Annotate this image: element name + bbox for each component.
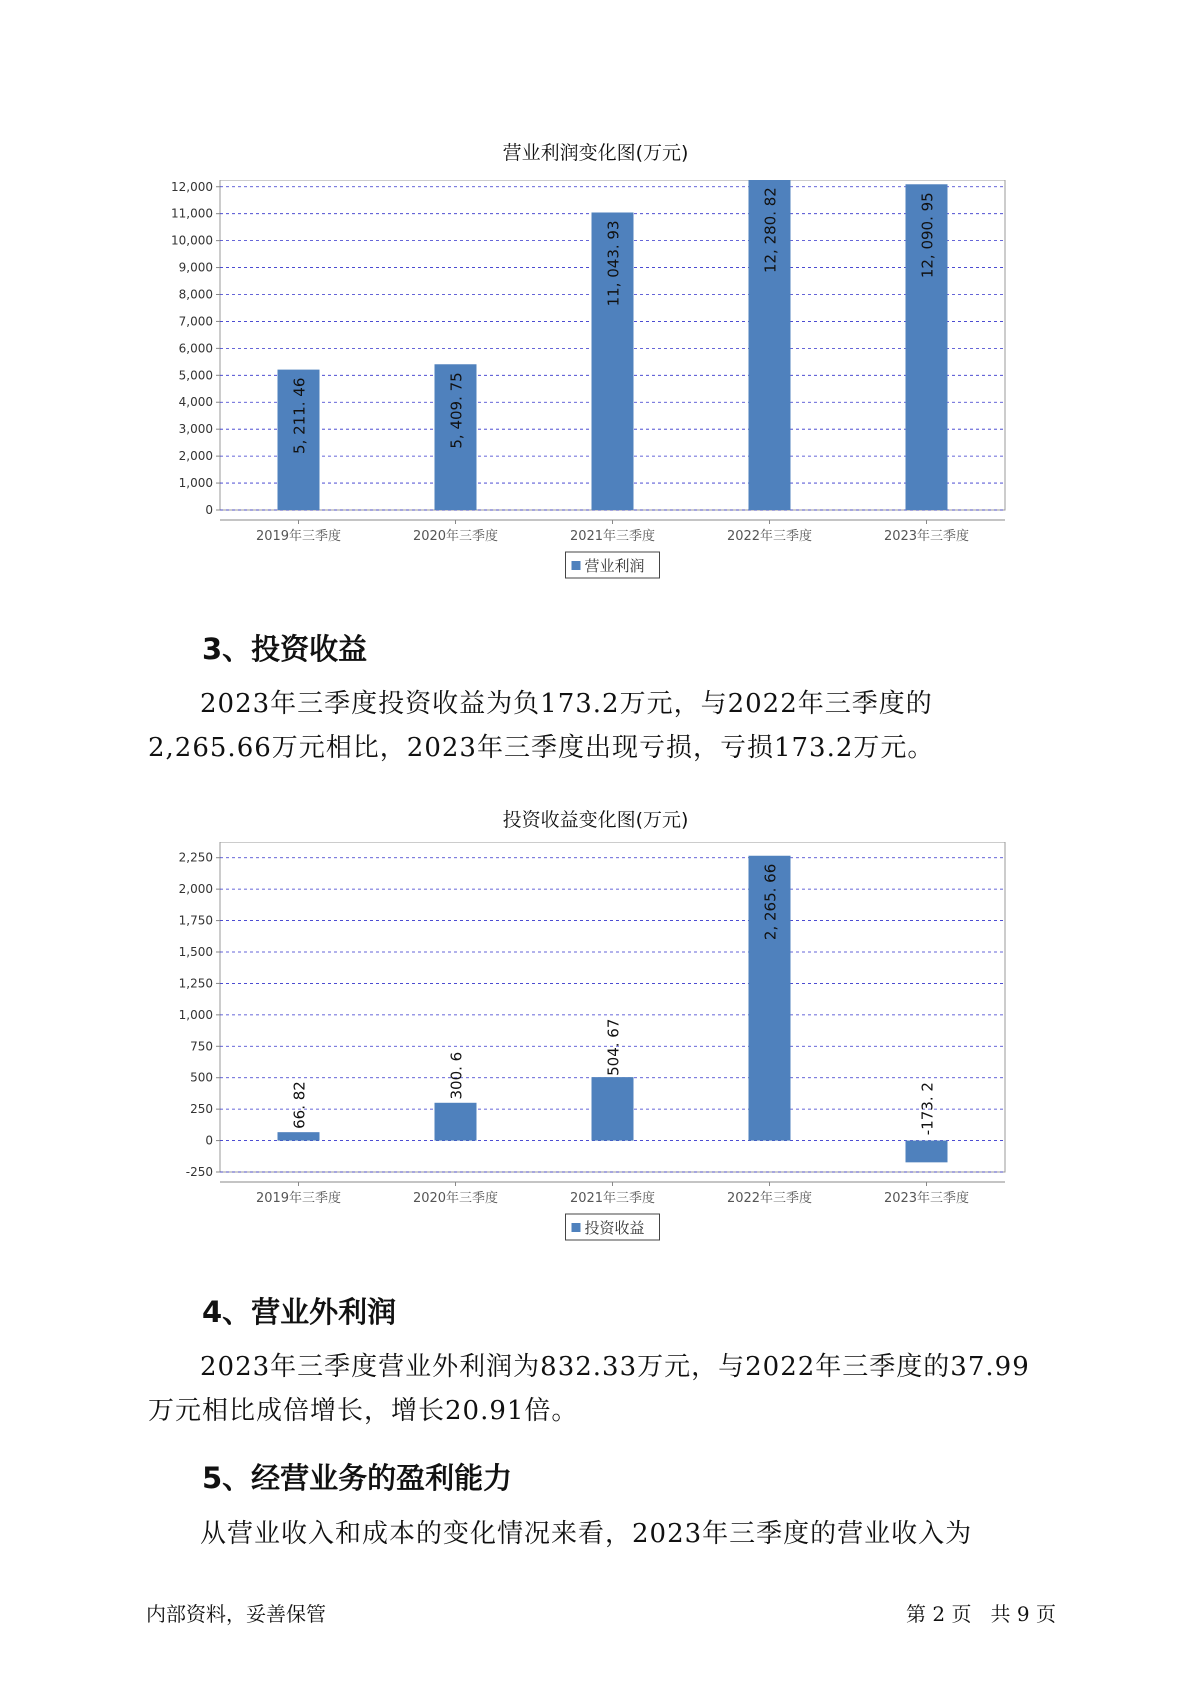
- bar-value-label: 5, 211. 46: [290, 377, 309, 454]
- y-tick-label: 500: [190, 1070, 213, 1085]
- section-3-paragraph: 2023年三季度投资收益为负173.2万元，与2022年三季度的2,265.66万元相比，2023年三季度出现亏损，亏损173.2万元。: [148, 689, 935, 763]
- y-tick-label: 12,000: [171, 180, 213, 194]
- y-tick-label: 250: [190, 1102, 213, 1117]
- y-tick-label: 8,000: [178, 287, 213, 302]
- y-tick-label: 11,000: [171, 206, 213, 221]
- bar-value-label: -173. 2: [918, 1082, 937, 1136]
- chart-2-title: 投资收益变化图(万元): [502, 809, 689, 831]
- footer-confidential: 内部资料，妥善保管: [146, 1602, 326, 1626]
- legend-label: 营业利润: [584, 557, 645, 575]
- operating-profit-chart: [150, 180, 1020, 600]
- investment-income-chart: [150, 842, 1020, 1262]
- section-3-heading: 3、投资收益: [202, 632, 368, 666]
- legend-swatch: [572, 1223, 581, 1232]
- bar: [278, 1132, 320, 1140]
- x-tick-label: 2020年三季度: [412, 529, 499, 544]
- y-tick-label: 1,000: [178, 476, 213, 491]
- section-4-heading: 4、营业外利润: [202, 1295, 397, 1329]
- y-tick-label: 750: [190, 1039, 213, 1054]
- y-tick-label: 10,000: [171, 233, 213, 248]
- y-tick-label: 7,000: [178, 314, 213, 329]
- bar-value-label: 504. 67: [604, 1018, 623, 1076]
- bar-value-label: 12, 280. 82: [761, 187, 780, 274]
- x-tick-label: 2022年三季度: [726, 1191, 813, 1206]
- section-5-heading: 5、经营业务的盈利能力: [202, 1461, 513, 1495]
- y-tick-label: 0: [205, 1133, 213, 1148]
- section-4-paragraph: 2023年三季度营业外利润为832.33万元，与2022年三季度的37.99万元相比成倍增长，增长20.91倍。: [148, 1352, 1030, 1426]
- section-5-paragraph: 从营业收入和成本的变化情况来看，2023年三季度的营业收入为: [200, 1519, 973, 1549]
- y-tick-label: 2,000: [178, 882, 213, 897]
- x-tick-label: 2021年三季度: [569, 1191, 656, 1206]
- y-tick-label: 1,500: [178, 945, 213, 959]
- y-tick-label: -250: [185, 1165, 213, 1179]
- y-tick-label: 9,000: [178, 260, 213, 275]
- y-tick-label: 2,000: [178, 449, 213, 464]
- y-tick-label: 3,000: [178, 422, 213, 437]
- y-tick-label: 1,250: [178, 976, 213, 991]
- x-tick-label: 2023年三季度: [883, 1191, 970, 1206]
- bar-value-label: 300. 6: [447, 1051, 466, 1100]
- y-tick-label: 1,750: [178, 913, 213, 928]
- legend-swatch: [572, 561, 581, 570]
- y-tick-label: 6,000: [178, 341, 213, 356]
- x-tick-label: 2020年三季度: [412, 1191, 499, 1206]
- y-tick-label: 2,250: [178, 850, 213, 865]
- bar-value-label: 12, 090. 95: [918, 192, 937, 279]
- chart-1-title: 营业利润变化图(万元): [502, 142, 689, 164]
- bar: [435, 1103, 477, 1141]
- legend-label: 投资收益: [584, 1219, 645, 1237]
- x-tick-label: 2019年三季度: [255, 529, 342, 544]
- bar-value-label: 2, 265. 66: [761, 863, 780, 941]
- x-tick-label: 2019年三季度: [255, 1191, 342, 1206]
- x-tick-label: 2023年三季度: [883, 529, 970, 544]
- y-tick-label: 5,000: [178, 368, 213, 383]
- y-tick-label: 0: [205, 503, 213, 517]
- y-tick-label: 4,000: [178, 395, 213, 410]
- bar: [906, 1141, 948, 1163]
- footer-page-number: 第 2 页 共 9 页: [906, 1602, 1056, 1626]
- bar-value-label: 11, 043. 93: [604, 220, 623, 307]
- bar: [592, 1077, 634, 1140]
- x-tick-label: 2022年三季度: [726, 529, 813, 544]
- bar-value-label: 5, 409. 75: [447, 372, 466, 449]
- y-tick-label: 1,000: [178, 1007, 213, 1022]
- bar-value-label: 66. 82: [290, 1081, 309, 1129]
- x-tick-label: 2021年三季度: [569, 529, 656, 544]
